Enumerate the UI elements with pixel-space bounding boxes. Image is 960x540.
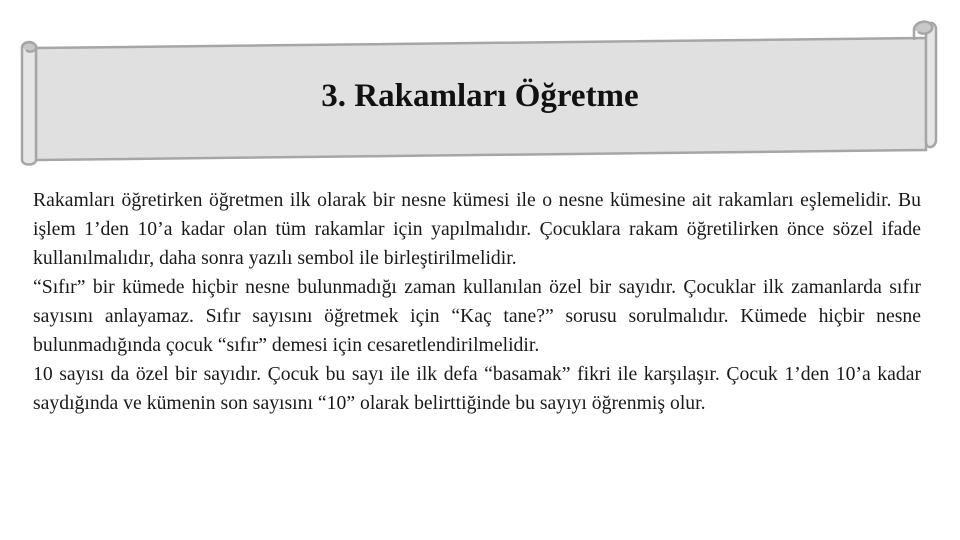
scroll-right-curl (926, 23, 936, 147)
paragraph-sifir: “Sıfır” bir kümede hiçbir nesne bulunmadığı zaman kullanılan özel bir sayıdır. Çocuklar ilk zamanlarda sıfır sayısını anlayamaz. Sıfır sayısını öğretmek için “Kaç tane?” sorusu sorulmalıdır. Kümede hiçbir nesne bulunmadığında çocuk “sıfır” demesi için cesaretlendirilmelidir. (33, 276, 921, 356)
paragraph-on-sayisi: 10 sayısı da özel bir sayıdır. Çocuk bu sayı ile ilk defa “basamak” fikri ile karşılaşır. Çocuk 1’den 10’a kadar saydığında ve kümenin son sayısını “10” olarak belirttiğinde bu sayıyı öğrenmiş olur. (33, 363, 921, 414)
paragraph-rakamlar: Rakamları öğretirken öğretmen ilk olarak bir nesne kümesi ile o nesne kümesine ait rakamları eşlemelidir. Bu işlem 1’den 10’a kadar olan tüm rakamlar için yapılmalıdır. Çocuklara rakam öğretilirken önce sözel ifade kullanılmalıdır, daha sonra yazılı sembol ile birleştirilmelidir. (33, 189, 921, 269)
body-text (33, 186, 921, 418)
slide-title: 3. Rakamları Öğretme (321, 78, 639, 114)
scroll-right-top-roll (914, 22, 932, 34)
scroll-left-curl (22, 42, 36, 165)
